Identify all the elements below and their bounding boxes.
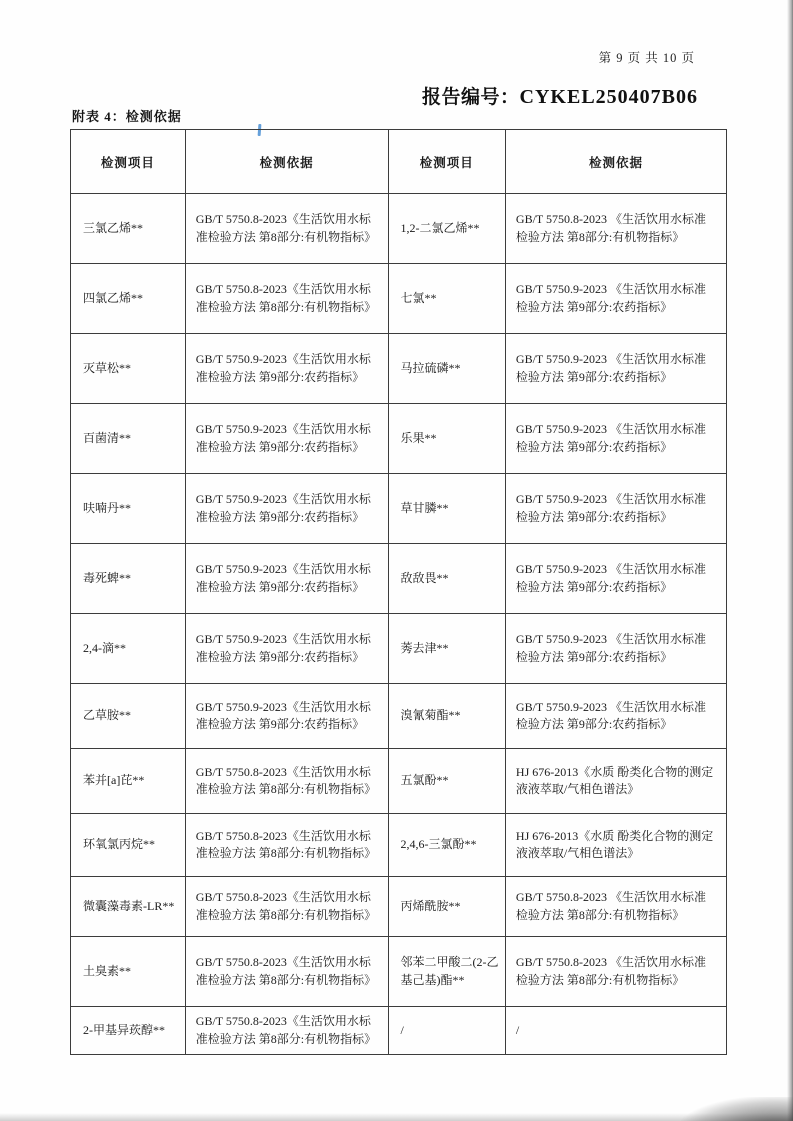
test-basis-table [70,129,727,1055]
scan-edge-bottom-artifact [0,1113,793,1121]
test-basis-cell: GB/T 5750.8-2023《生活饮用水标准检验方法 第8部分:有机物指标》 [185,194,388,264]
test-item-cell: 灭草松** [71,334,186,404]
table-caption: 附表 4：检测依据 [72,109,182,124]
table-row [71,877,727,937]
header-test-basis-left: 检测依据 [185,130,388,194]
test-basis-cell: GB/T 5750.8-2023《生活饮用水标准检验方法 第8部分:有机物指标》 [185,814,388,877]
test-basis-cell: HJ 676-2013《水质 酚类化合物的测定 液液萃取/气相色谱法》 [505,749,726,814]
test-basis-cell: GB/T 5750.8-2023 《生活饮用水标准检验方法 第8部分:有机物指标》 [505,877,726,937]
test-item-cell: 微囊藻毒素-LR** [71,877,186,937]
test-item-cell: 敌敌畏** [388,544,505,614]
test-item-cell: 环氧氯丙烷** [71,814,186,877]
test-basis-cell: GB/T 5750.9-2023《生活饮用水标准检验方法 第9部分:农药指标》 [185,474,388,544]
test-item-cell: 三氯乙烯** [71,194,186,264]
test-basis-cell: GB/T 5750.8-2023《生活饮用水标准检验方法 第8部分:有机物指标》 [185,749,388,814]
table-row [71,194,727,264]
test-item-cell: 乙草胺** [71,684,186,749]
table-row [71,474,727,544]
test-item-cell: 毒死蜱** [71,544,186,614]
test-basis-cell: GB/T 5750.9-2023 《生活饮用水标准检验方法 第9部分:农药指标》 [505,544,726,614]
scan-edge-right-artifact [787,0,793,1121]
test-basis-cell: GB/T 5750.9-2023 《生活饮用水标准检验方法 第9部分:农药指标》 [505,684,726,749]
test-basis-cell: GB/T 5750.8-2023 《生活饮用水标准检验方法 第8部分:有机物指标》 [505,937,726,1007]
test-basis-cell: GB/T 5750.9-2023《生活饮用水标准检验方法 第9部分:农药指标》 [185,684,388,749]
test-item-cell: 2,4,6-三氯酚** [388,814,505,877]
table-row [71,749,727,814]
test-item-cell: 五氯酚** [388,749,505,814]
test-item-cell: 马拉硫磷** [388,334,505,404]
test-basis-cell: GB/T 5750.9-2023 《生活饮用水标准检验方法 第9部分:农药指标》 [505,474,726,544]
test-item-cell: 莠去津** [388,614,505,684]
test-basis-cell: GB/T 5750.9-2023 《生活饮用水标准检验方法 第9部分:农药指标》 [505,404,726,474]
test-basis-cell: GB/T 5750.9-2023 《生活饮用水标准检验方法 第9部分:农药指标》 [505,614,726,684]
table-row [71,544,727,614]
test-item-cell: 丙烯酰胺** [388,877,505,937]
table-header-row [71,130,727,194]
test-item-cell: / [388,1007,505,1055]
report-number-line [422,82,698,109]
test-basis-cell: GB/T 5750.9-2023《生活饮用水标准检验方法 第9部分:农药指标》 [185,614,388,684]
test-basis-cell: / [505,1007,726,1055]
table-row [71,814,727,877]
table-row [71,404,727,474]
test-basis-cell: GB/T 5750.9-2023 《生活饮用水标准检验方法 第9部分:农药指标》 [505,334,726,404]
standards-table-body [71,194,727,1055]
test-basis-cell: GB/T 5750.8-2023 《生活饮用水标准检验方法 第8部分:有机物指标》 [505,194,726,264]
header-test-item-left: 检测项目 [71,130,186,194]
test-basis-cell: GB/T 5750.9-2023《生活饮用水标准检验方法 第9部分:农药指标》 [185,544,388,614]
table-row [71,264,727,334]
table-row [71,937,727,1007]
test-basis-cell: GB/T 5750.8-2023《生活饮用水标准检验方法 第8部分:有机物指标》 [185,937,388,1007]
table-row [71,1007,727,1055]
test-item-cell: 溴氰菊酯** [388,684,505,749]
test-item-cell: 乐果** [388,404,505,474]
report-number-label: 报告编号： [422,87,520,108]
table-row [71,334,727,404]
test-item-cell: 2,4-滴** [71,614,186,684]
test-item-cell: 邻苯二甲酸二(2-乙基己基)酯** [388,937,505,1007]
test-basis-cell: GB/T 5750.9-2023 《生活饮用水标准检验方法 第9部分:农药指标》 [505,264,726,334]
table-row [71,614,727,684]
test-basis-cell: GB/T 5750.9-2023《生活饮用水标准检验方法 第9部分:农药指标》 [185,404,388,474]
test-item-cell: 四氯乙烯** [71,264,186,334]
test-basis-cell: GB/T 5750.9-2023《生活饮用水标准检验方法 第9部分:农药指标》 [185,334,388,404]
table-row [71,684,727,749]
test-item-cell: 1,2-二氯乙烯** [388,194,505,264]
header-test-item-right: 检测项目 [388,130,505,194]
test-item-cell: 百菌清** [71,404,186,474]
test-item-cell: 七氯** [388,264,505,334]
test-basis-cell: HJ 676-2013《水质 酚类化合物的测定 液液萃取/气相色谱法》 [505,814,726,877]
test-basis-cell: GB/T 5750.8-2023《生活饮用水标准检验方法 第8部分:有机物指标》 [185,877,388,937]
scan-corner-shadow-artifact [681,1097,793,1121]
header-test-basis-right: 检测依据 [505,130,726,194]
test-item-cell: 呋喃丹** [71,474,186,544]
test-item-cell: 苯并[a]芘** [71,749,186,814]
test-item-cell: 草甘膦** [388,474,505,544]
report-number-value: CYKEL250407B06 [519,86,698,108]
test-item-cell: 2-甲基异莰醇** [71,1007,186,1055]
test-item-cell: 土臭素** [71,937,186,1007]
test-basis-cell: GB/T 5750.8-2023《生活饮用水标准检验方法 第8部分:有机物指标》 [185,264,388,334]
page-number: 第 9 页 共 10 页 [598,51,695,65]
test-basis-cell: GB/T 5750.8-2023《生活饮用水标准检验方法 第8部分:有机物指标》 [185,1007,388,1055]
